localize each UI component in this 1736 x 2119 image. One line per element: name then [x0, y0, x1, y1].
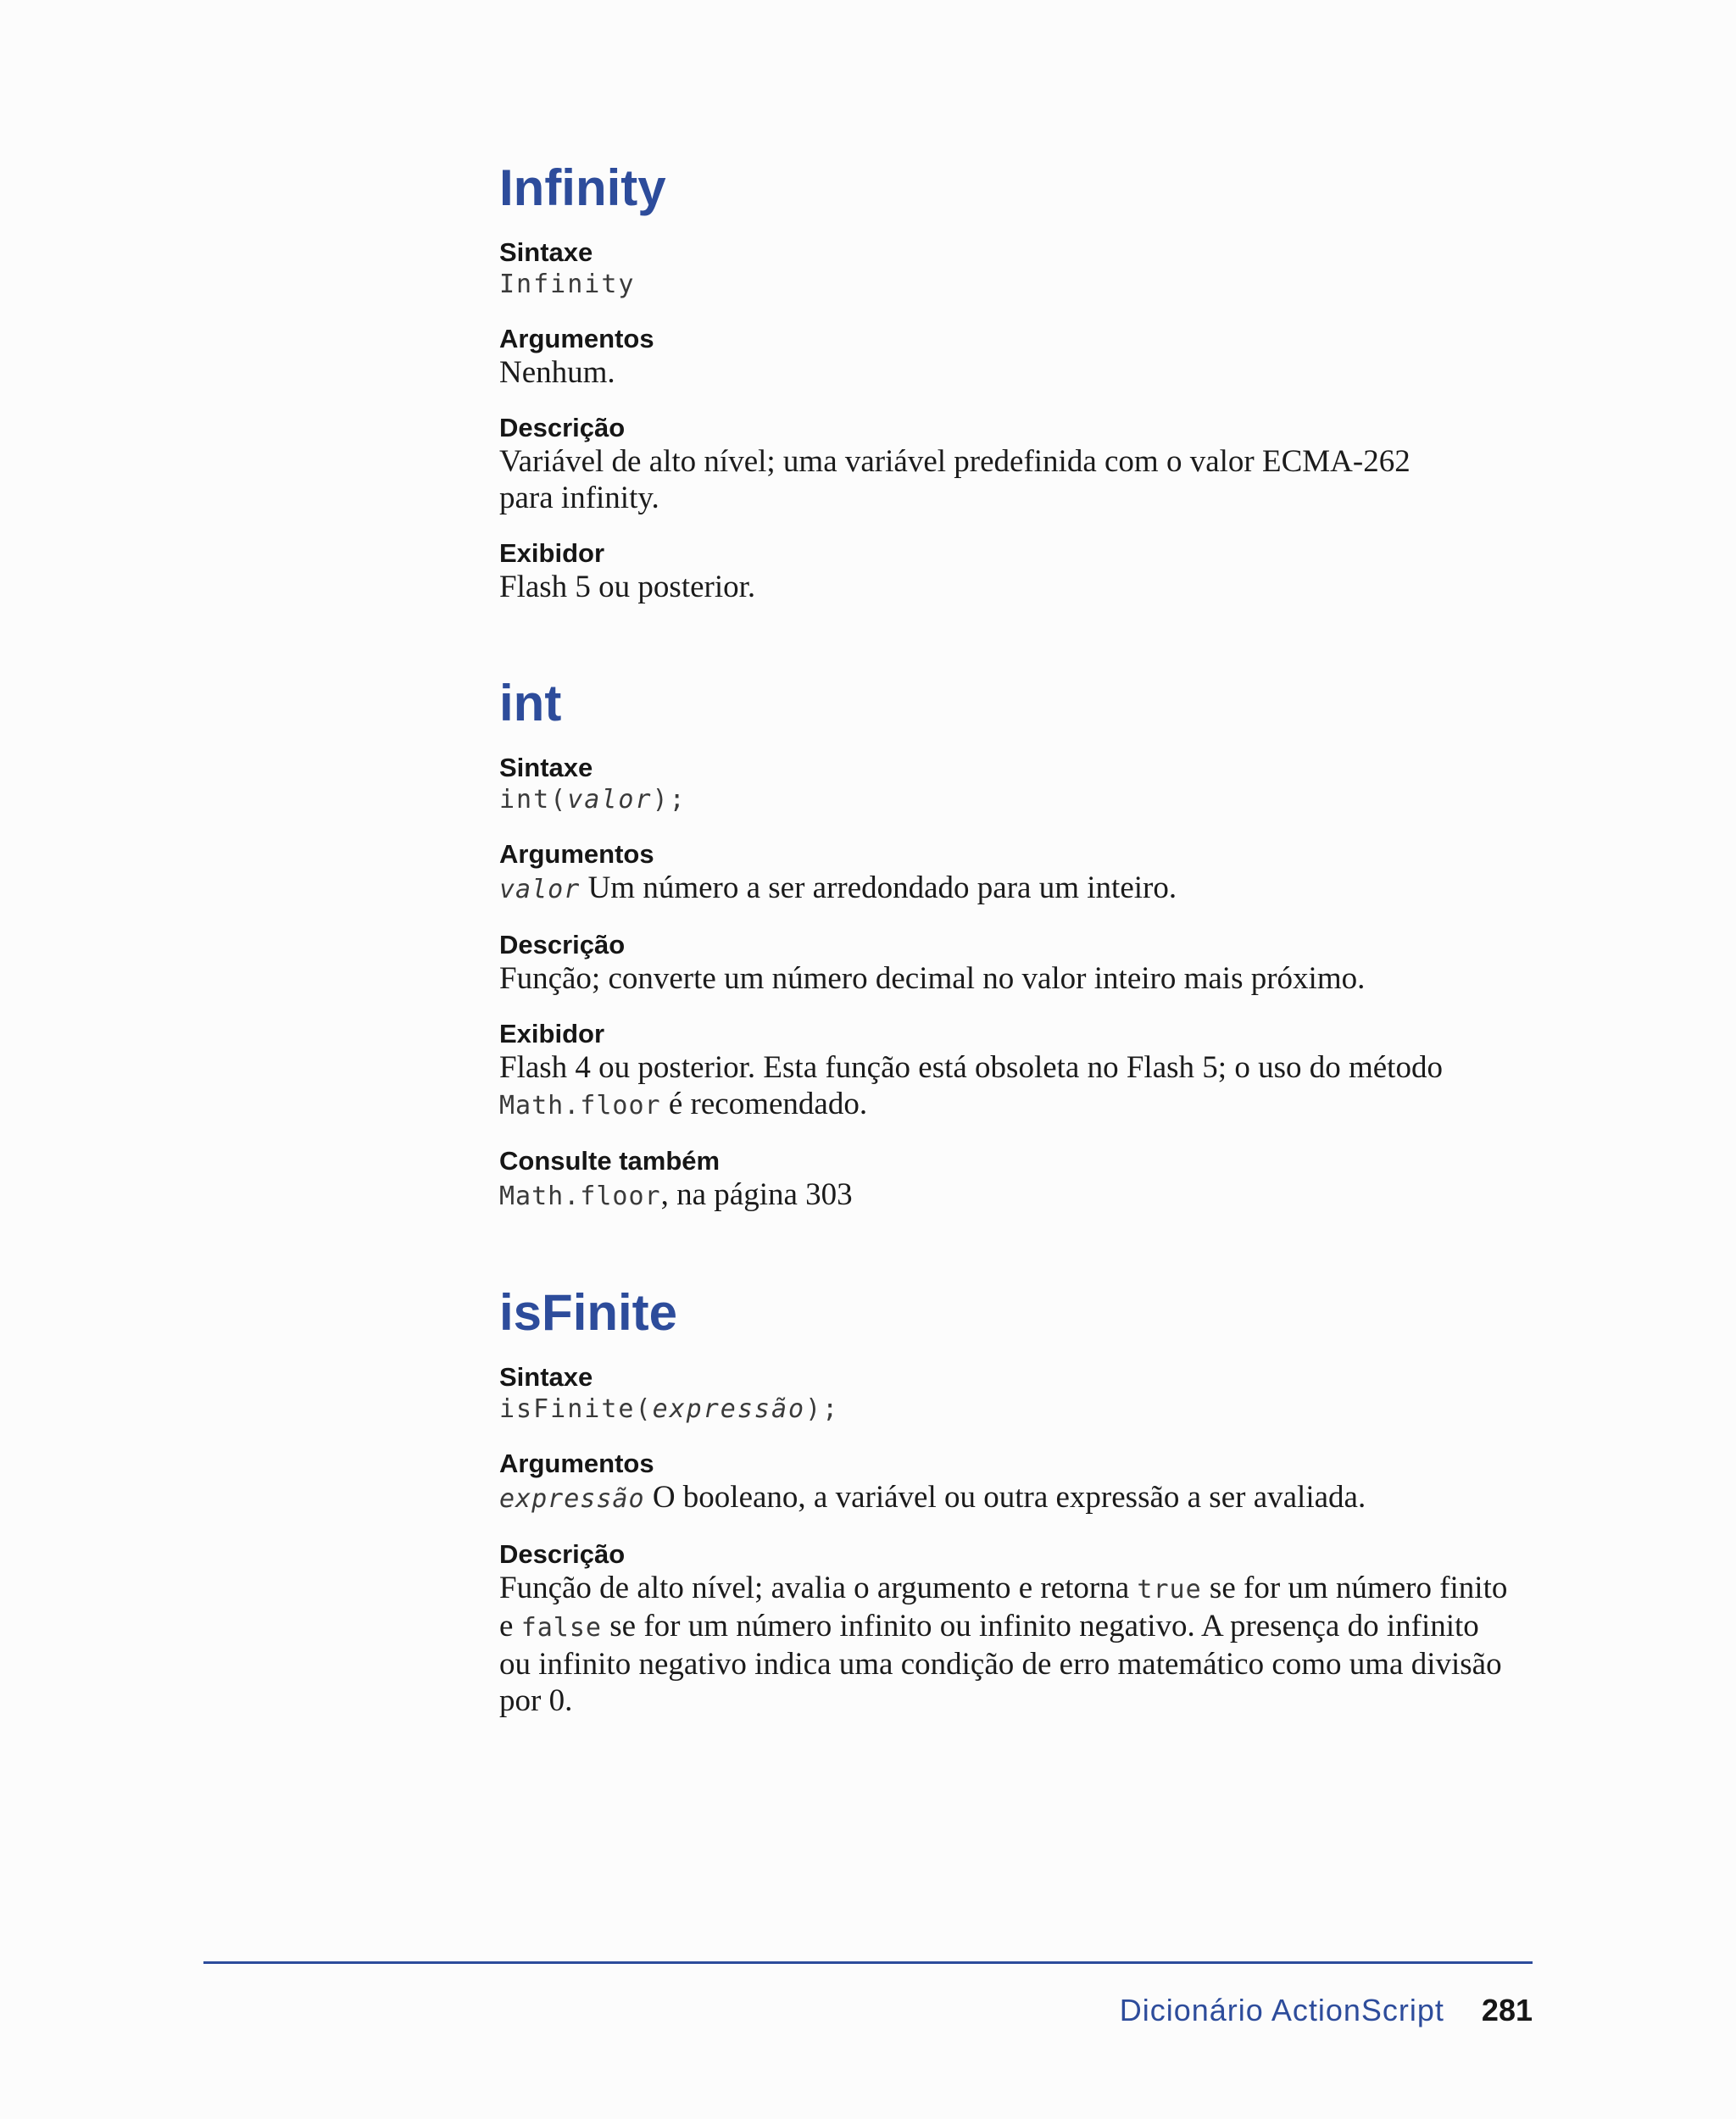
- syntax-pre: int(: [499, 785, 568, 815]
- arguments-text: [499, 870, 1542, 908]
- section-label: Argumentos: [499, 324, 654, 353]
- page-number: 281: [1481, 1993, 1533, 2027]
- description-section: [499, 930, 1542, 997]
- player-line: [499, 1086, 1542, 1124]
- section-label: Argumentos: [499, 1449, 654, 1478]
- syntax-section: [499, 1362, 1542, 1427]
- argument-desc: Um número a ser arredondado para um inteiro.: [580, 870, 1177, 905]
- entry-title: isFinite: [499, 1284, 678, 1341]
- section-label: Exibidor: [499, 538, 605, 568]
- argument-name: valor: [499, 875, 581, 904]
- description-line: Função; converte um número decimal no valor inteiro mais próximo.: [499, 961, 1366, 996]
- syntax-code: [499, 1393, 1542, 1427]
- description-line: Variável de alto nível; uma variável predefinida com o valor ECMA-262: [499, 444, 1410, 479]
- arguments-section: [499, 1449, 1542, 1517]
- text-run: se for um número infinito ou infinito negativo. A presença do infinito: [602, 1609, 1479, 1643]
- text-run: se for um número finito: [1201, 1571, 1508, 1605]
- section-label: Descrição: [499, 930, 626, 959]
- section-label: Sintaxe: [499, 237, 593, 267]
- description-line: [499, 1608, 1542, 1646]
- player-section: [499, 1019, 1542, 1124]
- entry-int: [499, 673, 1542, 1215]
- syntax-arg: expressão: [652, 1394, 806, 1424]
- entry-isfinite: [499, 1282, 1542, 1719]
- inline-code: Math.floor: [499, 1091, 661, 1121]
- see-also-text: , na página 303: [660, 1177, 853, 1212]
- see-also-link[interactable]: [499, 1176, 1542, 1215]
- entry-title: int: [499, 675, 562, 731]
- footer-title: Dicionário ActionScript: [1119, 1993, 1444, 2027]
- section-label: Descrição: [499, 413, 626, 442]
- syntax-post: );: [652, 785, 687, 815]
- description-line: por 0.: [499, 1683, 573, 1718]
- arguments-section: [499, 324, 1542, 391]
- syntax-pre: isFinite(: [499, 1394, 653, 1424]
- syntax-section: [499, 753, 1542, 817]
- description-section: [499, 413, 1542, 516]
- see-also-section: [499, 1146, 1542, 1215]
- syntax-code: Infinity: [499, 270, 636, 299]
- description-line: ou infinito negativo indica uma condição de erro matemático como uma divisão: [499, 1647, 1502, 1682]
- section-label: Sintaxe: [499, 753, 593, 782]
- arguments-text: Nenhum.: [499, 355, 615, 390]
- section-label: Consulte também: [499, 1146, 721, 1176]
- section-label: Exibidor: [499, 1019, 605, 1048]
- syntax-arg: valor: [567, 785, 653, 815]
- syntax-post: );: [805, 1394, 840, 1424]
- section-label: Argumentos: [499, 839, 654, 869]
- arguments-text: [499, 1479, 1542, 1517]
- inline-code: Math.floor: [499, 1182, 661, 1211]
- argument-desc: O booleano, a variável ou outra expressão a ser avaliada.: [644, 1480, 1366, 1515]
- text-run: Função de alto nível; avalia o argumento e retorna: [499, 1571, 1138, 1605]
- inline-code: true: [1137, 1575, 1202, 1605]
- argument-name: expressão: [499, 1484, 645, 1514]
- description-section: [499, 1539, 1542, 1719]
- syntax-section: [499, 237, 1542, 302]
- section-label: Descrição: [499, 1539, 626, 1569]
- footer-rule: [203, 1961, 1533, 1964]
- player-text: Flash 5 ou posterior.: [499, 570, 756, 604]
- arguments-section: [499, 839, 1542, 908]
- syntax-code: [499, 783, 1542, 817]
- player-section: [499, 538, 1542, 605]
- description-line: [499, 1570, 1542, 1608]
- player-text: é recomendado.: [660, 1087, 868, 1121]
- player-line: Flash 4 ou posterior. Esta função está obsoleta no Flash 5; o uso do método: [499, 1050, 1443, 1085]
- page-content: [499, 158, 1542, 1741]
- inline-code: false: [520, 1613, 602, 1643]
- page-footer: [1120, 1992, 1533, 2029]
- entry-title: Infinity: [499, 159, 666, 216]
- section-label: Sintaxe: [499, 1362, 593, 1392]
- text-run: e: [499, 1609, 521, 1643]
- description-line: para infinity.: [499, 481, 659, 515]
- entry-infinity: [499, 158, 1542, 605]
